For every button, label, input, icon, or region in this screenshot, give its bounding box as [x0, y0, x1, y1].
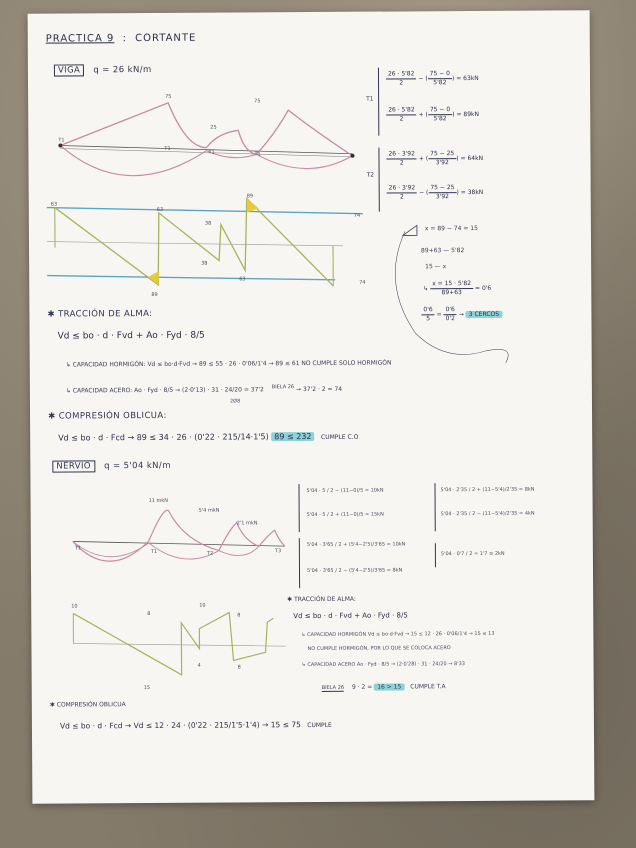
beam-eq-3: $\frac{26 \cdot 3'92}{2}$ + ( $\frac{75 - 25}{3'92}$ ) = 64kN — [388, 150, 484, 167]
calc-bracket — [435, 543, 436, 567]
rib-calc-line: 5'04 · 3'65 / 2 + (5'4−2'5)/3'65 = 10kN — [306, 541, 406, 549]
rib-compression-heading: ✱ COMPRESIÓN OBLICUA — [49, 701, 126, 709]
beam-compression-line: Vd ≤ bo · d · Fcd → 89 ≤ 34 · 26 · (0'22 · 215/14·1'5) 89 ≤ 232 CUMPLE C.O — [58, 431, 359, 443]
rib-moment-diagram — [69, 497, 289, 571]
rib-calc-line: 5'04 · 2'35 / 2 + (11−5'4)/2'35 = 8kN — [440, 486, 535, 494]
calc-bracket — [378, 148, 379, 212]
rib-traction-heading: ✱ TRACCIÓN DE ALMA: — [287, 595, 356, 604]
rib-calc-line: 5'04 · 3'65 / 2 − (5'4−2'5)/3'65 = 8kN — [306, 567, 403, 575]
beam-traction-formula: Vd ≤ bo · d · Fvd + Ao · Fyd · 8/5 — [57, 330, 205, 342]
beam-shear-label: 89 — [151, 291, 158, 298]
beam-shear-label: 89 — [246, 193, 254, 200]
beam-label-box: VIGA — [54, 64, 84, 76]
subtitle-text: CORTANTE — [135, 32, 197, 45]
rib-concrete-line: ↳ CAPACIDAD HORMIGÓN Vd ≤ bo·d·Fvd → 15 ≤ 12 · 26 · 0'06/1'4 → 15 ≤ 13 — [301, 630, 495, 639]
rib-support-label: T3 — [274, 548, 282, 555]
rib-shear-label: 8 — [237, 612, 241, 619]
rib-shear-label: 8 — [147, 610, 151, 618]
rib-calc-line: 5'04 · 0'7 / 2 = 1'7 ≅ 2kN — [440, 550, 505, 558]
rib-support-label: T1 — [150, 548, 158, 555]
beam-support-label: T1 — [58, 137, 65, 144]
rib-support-label: T2 — [206, 550, 214, 557]
rib-result-line: BIELA 26 9 · 2 = 16 > 15 CUMPLE T.A — [321, 683, 446, 691]
beam-moment-diagram — [56, 92, 357, 184]
calc-bracket — [299, 538, 300, 588]
beam-moment-label: 75 — [165, 93, 172, 100]
title-text: PRACTICA 9 — [45, 33, 115, 45]
beam-steel-sub: 2Ø8 — [229, 398, 241, 405]
beam-support-label: T1 — [208, 149, 215, 156]
rib-moment-label: 5'4 mkN — [198, 507, 220, 514]
rib-calc-line: 5'04 · 2'35 / 2 − (11−5'4)/2'35 = 4kN — [440, 510, 535, 518]
beam-eq-4: $\frac{26 \cdot 3'92}{2}$ − ( $\frac{75 - 25}{3'92}$ ) = 38kN — [388, 184, 484, 201]
connector-curve — [385, 223, 526, 364]
calc-bracket — [378, 68, 379, 136]
beam-shear-label: 63 — [239, 276, 246, 283]
rib-calc-line: 5'04 · 5 / 2 + (11−0)/5 = 15kN — [306, 511, 384, 519]
calc-group-label: T2 — [366, 171, 375, 179]
triangle-line: ↳ $\frac{x = 15 \cdot 5'82}{89+63}$ = 0'6 — [423, 280, 492, 297]
rib-steel-line: ↳ CAPACIDAD ACERO Ao · Fyd · 8/5 → (2·0'28) · 31 · 24/20 → 8'33 — [301, 661, 465, 669]
rib-support-label: T1 — [74, 545, 82, 552]
rib-compression-line: Vd ≤ bo · d · Fcd → Vd ≤ 12 · 24 · (0'22 · 215/1'5·1'4) → 15 ≤ 75 CUMPLE — [59, 720, 332, 731]
rib-moment-label: 11 mkN — [148, 497, 169, 504]
beam-moment-label: 75 — [254, 98, 261, 105]
rib-moment-label: 2'1 mkN — [236, 520, 258, 527]
rib-label: NERVIO q = 5'04 kN/m — [52, 461, 171, 472]
rib-shear-label: 10 — [199, 602, 206, 609]
beam-load: q = 26 kN/m — [93, 64, 152, 76]
rib-shear-label: 10 — [71, 603, 78, 610]
beam-shear-label: 63 — [156, 206, 164, 213]
rib-shear-label: 15 — [143, 684, 151, 692]
beam-concrete-line: ↳ CAPACIDAD HORMIGÓN: Vd ≤ bo·d·Fvd → 89 ≤ 55 · 26 · 0'06/1'4 → 89 ≤ 61 NO CUMPLE SOLO HORMIGÓN — [65, 359, 392, 369]
beam-compression-heading: ✱ COMPRESIÓN OBLICUA: — [48, 410, 167, 422]
calc-bracket — [434, 483, 435, 531]
beam-steel-line: ↳ CAPACIDAD ACERO: Ao · Fyd · 8/5 → (2·0'13) · 31 · 24/20 = 37'2 $^{BIELA 26}$ → 37'2 · 2 = 74 — [65, 384, 343, 395]
beam-shear-label: 63 — [50, 201, 58, 208]
beam-support-label: T1 — [164, 145, 171, 152]
calc-bracket — [298, 484, 299, 532]
rib-shear-label: 4 — [197, 662, 201, 669]
page-title: PRACTICA 9 : CORTANTE — [45, 32, 197, 45]
cercos-highlight: 3 CERCOS — [466, 311, 502, 318]
beam-traction-heading: ✱ TRACCIÓN DE ALMA: — [47, 308, 153, 320]
triangle-result: $\frac{0'6}{5}$ = $\frac{0'6}{0'2}$ → 3 CERCOS — [421, 307, 502, 322]
rib-traction-formula: Vd ≤ bo · d · Fvd + Ao · Fyd · 8/5 — [293, 611, 408, 621]
beam-support-label: T1 — [254, 151, 261, 158]
triangle-line: x = 89 − 74 = 15 — [424, 224, 478, 233]
beam-label — [54, 65, 152, 76]
rib-calc-line: 5'04 · 5 / 2 − (11−0)/5 = 10kN — [306, 487, 384, 495]
paper-sheet — [28, 10, 595, 803]
rib-shear-diagram — [69, 608, 289, 685]
beam-eq-1: $\frac{26 \cdot 5'82}{2}$ − ( $\frac{75 - 0}{5'82}$ ) = 63kN — [387, 70, 479, 87]
beam-moment-label: 25 — [210, 124, 217, 131]
beam-shear-label: 74 — [353, 212, 361, 219]
triangle-line: 89+63 — 5'82 — [421, 247, 465, 255]
beam-shear-label: 74 — [359, 279, 366, 286]
calc-group-label: T1 — [366, 95, 374, 103]
rib-concrete-note: NO CUMPLE HORMIGÓN, POR LO QUE SE COLOCA ACERO — [307, 645, 451, 653]
beam-eq-2: $\frac{26 \cdot 5'82}{2}$ + ( $\frac{75 - 0}{5'82}$ ) = 89kN — [388, 106, 480, 123]
triangle-line: 15 — x — [425, 263, 447, 271]
beam-shear-label: 38 — [201, 260, 208, 267]
beam-shear-diagram — [43, 198, 374, 300]
beam-shear-label: 38 — [204, 220, 212, 227]
rib-shear-label: 8 — [237, 664, 241, 671]
